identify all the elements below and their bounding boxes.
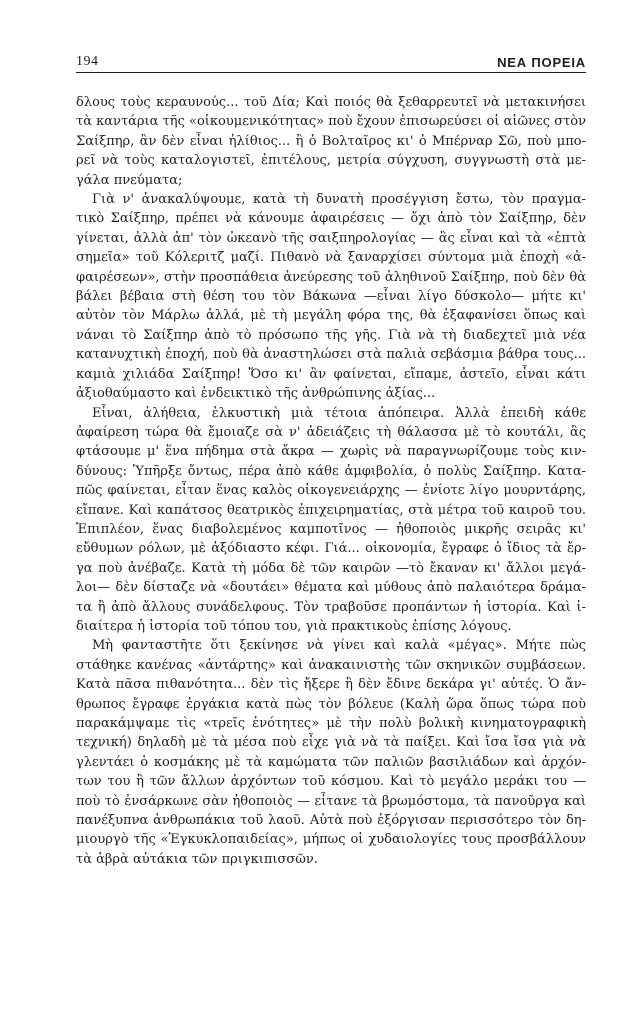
paragraph xyxy=(76,190,586,403)
text-line: λοι— δὲν δίσταζε νὰ «δουτάει» θέματα καὶ μύθους ἀπὸ παλαιότερα δράμα- xyxy=(76,580,586,596)
text-line: Σαίξπηρ, ἂν δὲν εἶναι ἠλίθιος... ἢ ὁ Βολταῖρος κι' ὁ Μπέρναρ Σῶ, ποὺ μπο- xyxy=(76,133,586,149)
text-line: πανέξυπνα ἀνθρωπάκια τοῦ λαοῦ. Αὐτὰ ποὺ ἐξόργισαν περισσότερο τὸν δη- xyxy=(76,813,586,829)
text-line: πῶς φαίνεται, εἶταν ἕνας καλὸς οἰκογενειάρχης — ἐνίοτε λίγο μουρντάρης, xyxy=(76,483,586,499)
body-text xyxy=(76,93,586,869)
paragraph xyxy=(76,404,586,637)
text-line: ρεῖ νὰ τοὺς καταλογιστεῖ, ἐπιτέλους, μετρία σύγχυση, συγγνωστὴ στὰ με- xyxy=(76,153,586,169)
text-line: Μὴ φανταστῆτε ὅτι ξεκίνησε νὰ γίνει καὶ καλὰ «μέγας». Μήτε πὼς xyxy=(92,638,586,654)
text-line: εὔθυμων ρόλων, μὲ ἀξόδιαστο κέφι. Γιά... οἰκονομία, ἔγραφε ὁ ἴδιος τὰ ἔρ- xyxy=(76,541,586,557)
text-line: κατανυχτικὴ ἐποχή, ποὺ θὰ ἀναστηλώσει στὰ παλιὰ σεβάσμια βάθρα τους... xyxy=(76,347,586,363)
text-line: Γιὰ ν' ἀνακαλύψουμε, κατὰ τὴ δυνατὴ προσέγγιση ἔστω, τὸν πραγμα- xyxy=(92,192,586,208)
paragraph xyxy=(76,636,586,869)
page-header xyxy=(76,50,586,73)
text-line: σημεῖα» τοῦ Κόλεριτζ μαζί. Πιθανὸ νὰ ξαναρχίσει σύντομα μιὰ ἐποχὴ «ἀ- xyxy=(76,250,586,266)
text-line: Ἐπιπλέον, ἕνας διαβολεμένος καμποτῖνος — ἠθοποιὸς μικρῆς σειρᾶς κι' xyxy=(76,521,586,537)
text-line: ἀφαίρεση τώρα θὰ ἔμοιαζε σὰ ν' ἀδειάζεις τὴ θάλασσα μὲ τὸ κουτάλι, ἂς xyxy=(76,424,586,440)
text-line: βάλει βέβαια στὴ θέση του τὸν Βάκωνα —εἶναι λίγο δύσκολο— μήτε κι' xyxy=(76,289,586,305)
text-line: τα ἢ ἀπὸ ἄλλους συνάδελφους. Τὸν τραβοῦσε προπάντων ἡ ἱστορία. Καὶ ἰ- xyxy=(76,599,586,615)
text-line: Κατὰ πᾶσα πιθανότητα... δὲν τὶς ἤξερε ἢ δὲν ἔδινε δεκάρα γι' αὐτές. Ὁ ἄν- xyxy=(76,677,586,693)
text-line: ποὺ τὸ ἐνσάρκωνε σὰν ἠθοποιὸς — εἶτανε τὰ βρωμόστομα, τὰ πανοῦργα καὶ xyxy=(76,793,586,809)
text-line: τὰ καντάρια τῆς «οἰκουμενικότητας» ποὺ ἔχουν ἐπισωρεύσει οἱ αἰῶνες στὸν xyxy=(76,114,586,130)
text-line: παρακάμψαμε τὶς «τρεῖς ἑνότητες» μὲ τὴν πολὺ βολικὴ κινηματογραφικὴ xyxy=(76,716,586,731)
text-line: διαίτερα ἡ ἱστορία τοῦ τόπου του, γιὰ πρακτικοὺς ἐπίσης λόγους. xyxy=(76,618,512,634)
text-line: μιουργὸ τῆς «Ἐγκυκλοπαιδείας», μήπως οἱ χυδαιολογίες τους προσβάλλουν xyxy=(76,832,586,848)
text-line: καμιὰ χιλιάδα Σαίξπηρ! Ὅσο κι' ἂν φαίνεται, εἴπαμε, ἀστεῖο, εἶναι κάτι xyxy=(76,366,586,382)
text-line: Εἶναι, ἀλήθεια, ἑλκυστικὴ μιὰ τέτοια ἀπόπειρα. Ἀλλὰ ἐπειδὴ κάθε xyxy=(92,405,586,421)
text-line: αὐτὸν τὸν Μάρλω ἀλλά, μὲ τὴ μεγάλη φόρα της, θὰ ἐξαφανίσει ὅπως καὶ xyxy=(76,308,586,324)
text-line: των του ἢ τῶν ἄλλων ἀρχόντων τοῦ κόσμου. Καὶ τὸ μεγάλο μεράκι του — xyxy=(76,774,586,790)
text-line: τὰ ἁβρὰ αὐτάκια τῶν πριγκιπισσῶν. xyxy=(76,851,318,867)
text-line: τικὸ Σαίξπηρ, πρέπει νὰ κάνουμε ἀφαιρέσεις — ὄχι ἀπὸ τὸν Σαίξπηρ, δὲν xyxy=(76,211,586,227)
text-line: γλεντάει ὁ κοσμάκης μὲ τὰ καμώματα τῶν παλιῶν βασιλιάδων καὶ ἀρχόν- xyxy=(76,754,586,770)
text-line: γίνεται, ἀλλὰ ἀπ' τὸν ὠκεανὸ τῆς σαιξπηρολογίας — ἂς εἶναι καὶ τὰ «ἑπτὰ xyxy=(76,230,586,246)
text-line: στάθηκε κανένας «ἀντάρτης» καὶ ἀνακαινιστὴς τῶν σκηνικῶν συμβάσεων. xyxy=(76,657,586,673)
text-line: φτάσουμε μ' ἕνα πήδημα στὰ ἄκρα — χωρὶς νὰ παραγνωρίζουμε τοὺς κιν- xyxy=(76,444,586,460)
text-line: νάναι τὸ Σαίξπηρ ἀπὸ τὸ πρόσωπο τῆς γῆς. Γιὰ νὰ τὴ διαδεχτεῖ μιὰ νέα xyxy=(76,327,586,343)
text-line: ἀξιοθαύμαστο καὶ ἐνδεικτικὸ τῆς ἀνθρώπινης ἀξίας... xyxy=(76,386,436,402)
running-title: ΝΕΑ ΠΟΡΕΙΑ xyxy=(497,55,586,70)
text-line: γα ποὺ ἀνέβαζε. Κατὰ τὴ μόδα δὲ τῶν καιρῶν —τὸ ἔκαναν κι' ἄλλοι μεγά- xyxy=(76,560,586,576)
text-line: τεχνική) δηλαδὴ μὲ τὰ μέσα ποὺ εἶχε γιὰ νὰ τὰ παίξει. Καὶ ἴσα ἴσα γιὰ νὰ xyxy=(76,735,586,751)
page-number: 194 xyxy=(76,54,99,69)
text-line: εἴπανε. Καὶ καπάτσος θεατρικὸς ἐπιχειρηματίας, στὰ μέτρα τοῦ καιροῦ του. xyxy=(76,502,586,518)
text-line: φαιρέσεων», στὴν προσπάθεια ἀνεύρεσης τοῦ ἀληθινοῦ Σαίξπηρ, ποὺ δὲν θὰ xyxy=(76,269,586,285)
text-line: δλους τοὺς κεραυνούς... τοῦ Δία; Καὶ ποιός θὰ ξεθαρρευτεῖ νὰ μετακινήσει xyxy=(76,95,586,110)
text-line: γάλα πνεύματα; xyxy=(76,172,183,188)
text-line: δύνους: Ὑπῆρξε ὄντως, πέρα ἀπὸ κάθε ἀμφιβολία, ὁ πολὺς Σαίξπηρ. Κατα- xyxy=(76,463,586,479)
paragraph xyxy=(76,93,586,190)
text-line: θρωπος ἔγραφε ἐργάκια κατὰ πὼς τὸν βόλευε (Καλὴ ὥρα ὅπως τώρα ποὺ xyxy=(76,696,586,712)
